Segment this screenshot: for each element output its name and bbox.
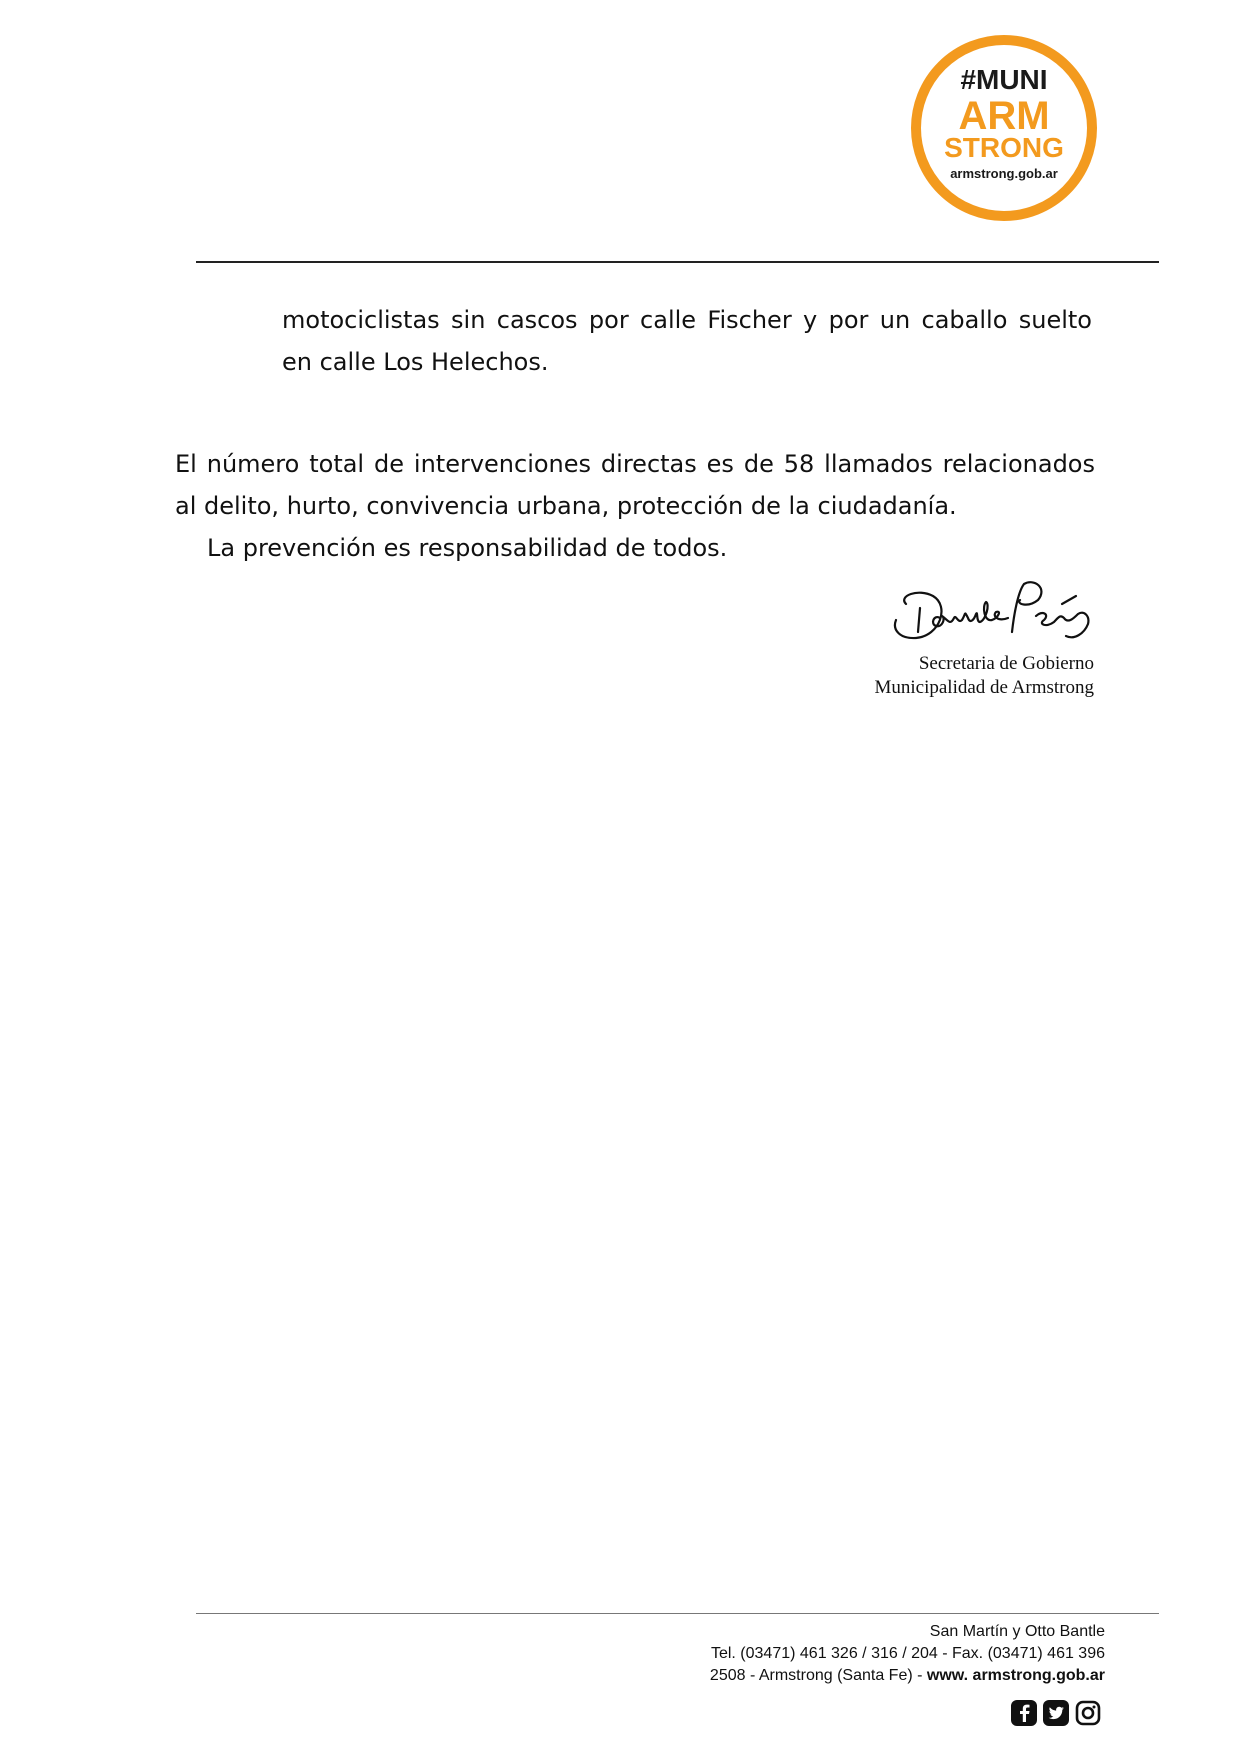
body-paragraph-3: La prevención es responsabilidad de todos. <box>207 534 728 562</box>
logo-badge <box>909 33 1099 223</box>
footer-city-line <box>710 1667 1105 1685</box>
logo-line-4: armstrong.gob.ar <box>950 166 1058 181</box>
footer-website-link[interactable]: www. armstrong.gob.ar <box>926 1667 1105 1684</box>
logo-line-3: STRONG <box>944 132 1064 163</box>
body-paragraph-2: El número total de intervenciones directas es de 58 llamados relacionados al delito, hurto, convivencia urbana, protección de la ciudadanía. <box>175 450 1095 520</box>
signature-title: Secretaria de Gobierno <box>918 653 1094 674</box>
body-paragraph-1: motociclistas sin cascos por calle Fischer y por un caballo suelto en calle Los Helechos. <box>282 306 1092 376</box>
logo-line-2: ARM <box>958 94 1050 138</box>
signature-drawing <box>878 574 1124 654</box>
signature-organization: Municipalidad de Armstrong <box>874 677 1094 698</box>
footer-divider <box>196 1613 1159 1614</box>
header-divider <box>196 261 1159 263</box>
instagram-icon[interactable] <box>1074 1699 1102 1727</box>
footer-phones: Tel. (03471) 461 326 / 316 / 204 - Fax. (03471) 461 396 <box>710 1645 1105 1662</box>
footer-address: San Martín y Otto Bantle <box>929 1623 1105 1640</box>
muni-armstrong-logo <box>909 33 1099 223</box>
facebook-icon[interactable] <box>1010 1699 1038 1727</box>
logo-line-1: #MUNI <box>960 64 1048 95</box>
footer-city: 2508 - Armstrong (Santa Fe) - <box>709 1667 927 1684</box>
twitter-icon[interactable] <box>1042 1699 1070 1727</box>
social-icons <box>1010 1699 1106 1727</box>
handwritten-signature <box>878 574 1124 654</box>
